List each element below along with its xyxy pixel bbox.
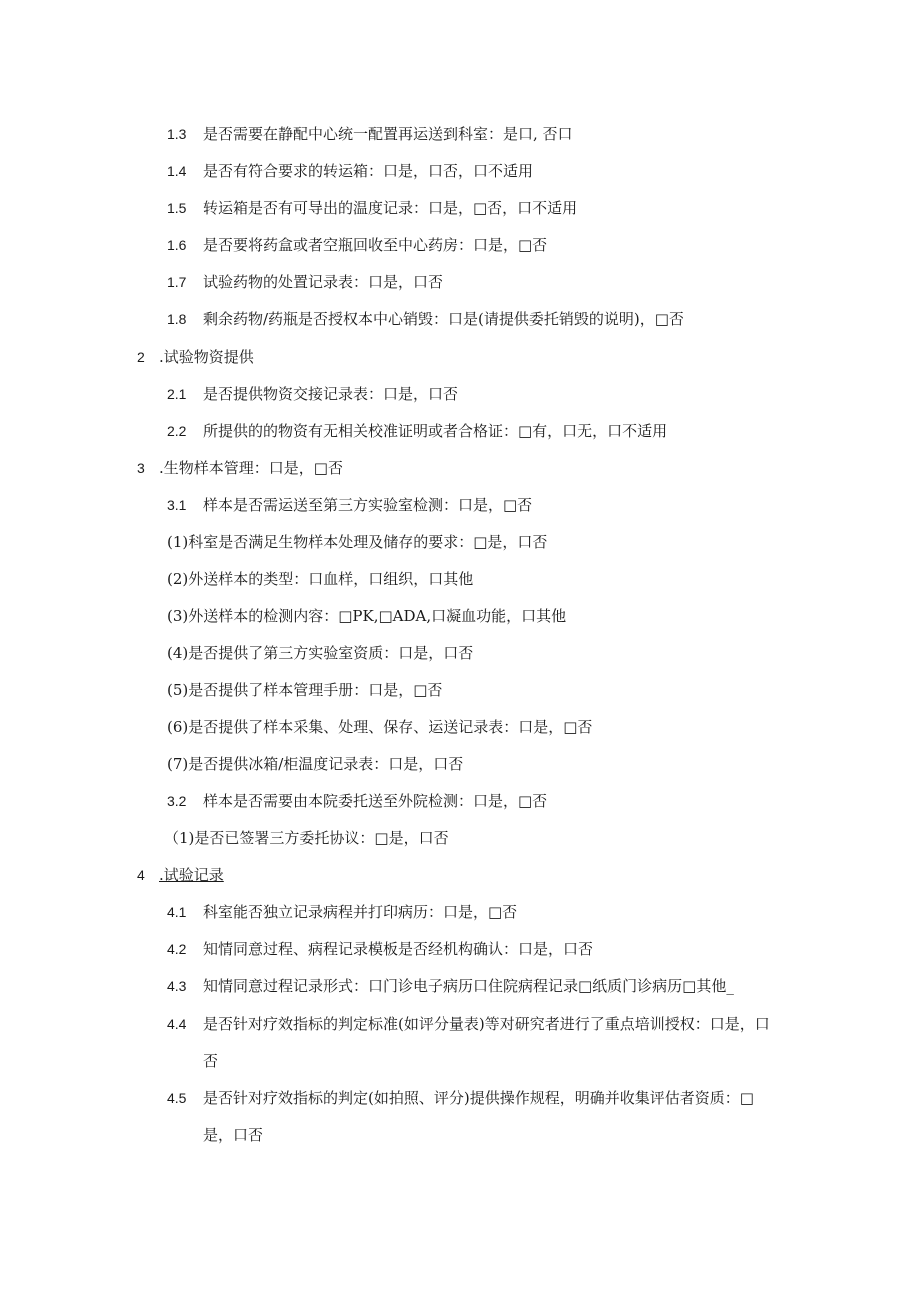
section-number: 4 — [137, 867, 145, 883]
item-text: 样本是否需要由本院委托送至外院检测：口是，□否 — [203, 792, 548, 810]
item-text: 转运箱是否有可导出的温度记录：口是，□否，口不适用 — [203, 199, 578, 217]
item-text: 是否提供物资交接记录表：口是，口否 — [203, 385, 459, 403]
item-number: 2.1 — [167, 386, 187, 402]
item-number: 1.7 — [167, 274, 187, 290]
item-number: 4.1 — [167, 904, 187, 920]
sub-point-6: (6)是否提供了样本采集、处理、保存、运送记录表：口是，□否 — [167, 718, 593, 736]
item-4-2 — [167, 939, 593, 959]
item-text: 剩余药物/药瓶是否授权本中心销毁：口是(请提供委托销毁的说明)，□否 — [203, 310, 684, 328]
item-4-4-continuation: 否 — [203, 1052, 219, 1070]
sub-point-3-2-1: （1)是否已签署三方委托协议：□是，口否 — [164, 829, 449, 847]
item-4-4 — [167, 1014, 770, 1034]
section-2-heading — [137, 347, 254, 367]
item-number: 3.2 — [167, 793, 187, 809]
item-text: 所提供的的物资有无相关校准证明或者合格证：□有，口无，口不适用 — [203, 422, 668, 440]
item-text: 样本是否需运送至第三方实验室检测：口是，□否 — [203, 496, 533, 514]
section-3-heading — [137, 458, 343, 478]
sub-point-4: (4)是否提供了第三方实验室资质：口是，口否 — [167, 644, 474, 662]
item-4-1 — [167, 902, 517, 922]
item-text: 是否针对疗效指标的判定(如拍照、评分)提供操作规程，明确并收集评估者资质：□ — [203, 1089, 754, 1107]
sub-point-2: (2)外送样本的类型：口血样，口组织，口其他 — [167, 570, 474, 588]
sub-point-1: (1)科室是否满足生物样本处理及储存的要求：□是，口否 — [167, 533, 548, 551]
item-4-3 — [167, 976, 734, 996]
item-number: 2.2 — [167, 423, 187, 439]
section-4-heading — [137, 865, 224, 885]
item-text: 试验药物的处置记录表：口是，口否 — [203, 273, 444, 291]
item-number: 1.3 — [167, 126, 187, 142]
item-number: 4.5 — [167, 1090, 187, 1106]
item-number: 4.4 — [167, 1016, 187, 1032]
item-text: 是否针对疗效指标的判定标准(如评分量表)等对研究者进行了重点培训授权：口是，口 — [203, 1015, 770, 1033]
item-1-8 — [167, 309, 684, 329]
sub-point-5: (5)是否提供了样本管理手册：口是，□否 — [167, 681, 443, 699]
item-number: 1.5 — [167, 200, 187, 216]
item-4-5 — [167, 1088, 754, 1108]
section-title: .试验记录 — [159, 866, 224, 884]
item-text: 是否有符合要求的转运箱：口是，口否，口不适用 — [203, 162, 534, 180]
item-3-2 — [167, 791, 547, 811]
item-number: 4.3 — [167, 978, 187, 994]
sub-point-7: (7)是否提供冰箱/柜温度记录表：口是，口否 — [167, 755, 464, 773]
item-number: 1.8 — [167, 311, 187, 327]
item-number: 1.6 — [167, 237, 187, 253]
item-1-7 — [167, 272, 443, 292]
item-1-5 — [167, 198, 577, 218]
section-title: .试验物资提供 — [159, 348, 254, 366]
item-1-4 — [167, 161, 533, 181]
section-title: .生物样本管理：口是，□否 — [159, 459, 343, 477]
item-number: 1.4 — [167, 163, 187, 179]
item-2-1 — [167, 384, 458, 404]
section-number: 2 — [137, 349, 145, 365]
item-1-3 — [167, 124, 573, 144]
item-text: 知情同意过程、病程记录模板是否经机构确认：口是，口否 — [203, 940, 594, 958]
section-number: 3 — [137, 460, 145, 476]
item-text: 是否需要在静配中心统一配置再运送到科室：是口, 否口 — [203, 125, 573, 143]
item-2-2 — [167, 421, 667, 441]
item-text: 科室能否独立记录病程并打印病历：口是，□否 — [203, 903, 518, 921]
item-3-1 — [167, 495, 532, 515]
item-text: 知情同意过程记录形式：口门诊电子病历口住院病程记录□纸质门诊病历□其他_ — [203, 977, 734, 995]
item-number: 4.2 — [167, 941, 187, 957]
item-number: 3.1 — [167, 497, 187, 513]
item-text: 是否要将药盒或者空瓶回收至中心药房：口是，□否 — [203, 236, 548, 254]
item-1-6 — [167, 235, 547, 255]
item-4-5-continuation: 是，口否 — [203, 1126, 264, 1144]
sub-point-3: (3)外送样本的检测内容：□PK,□ADA,口凝血功能，口其他 — [167, 607, 567, 625]
